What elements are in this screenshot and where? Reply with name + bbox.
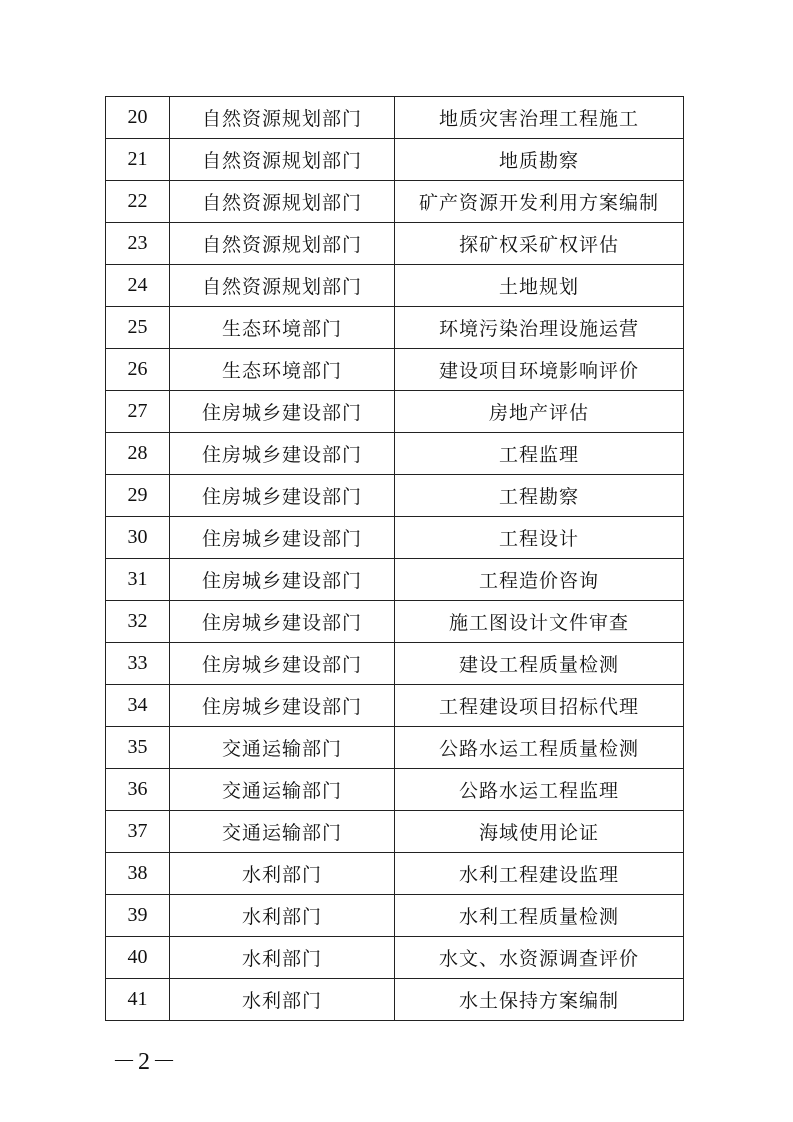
- service-item-cell: 环境污染治理设施运营: [395, 307, 684, 349]
- department-cell: 住房城乡建设部门: [170, 559, 395, 601]
- table-row: [106, 475, 684, 517]
- service-item-cell: 工程建设项目招标代理: [395, 685, 684, 727]
- service-item-cell: 施工图设计文件审查: [395, 601, 684, 643]
- table-row: [106, 979, 684, 1021]
- row-number-cell: 21: [106, 139, 170, 181]
- row-number-cell: 30: [106, 517, 170, 559]
- row-number-cell: 26: [106, 349, 170, 391]
- table-row: [106, 559, 684, 601]
- service-item-cell: 地质勘察: [395, 139, 684, 181]
- page-number: －2－: [112, 1049, 178, 1075]
- row-number-cell: 39: [106, 895, 170, 937]
- department-cell: 住房城乡建设部门: [170, 685, 395, 727]
- department-cell: 交通运输部门: [170, 811, 395, 853]
- row-number-cell: 40: [106, 937, 170, 979]
- row-number-cell: 29: [106, 475, 170, 517]
- table-row: [106, 307, 684, 349]
- row-number-cell: 31: [106, 559, 170, 601]
- department-cell: 水利部门: [170, 853, 395, 895]
- department-cell: 自然资源规划部门: [170, 181, 395, 223]
- department-cell: 住房城乡建设部门: [170, 433, 395, 475]
- row-number-cell: 28: [106, 433, 170, 475]
- table-row: [106, 685, 684, 727]
- department-cell: 住房城乡建设部门: [170, 475, 395, 517]
- agency-service-table: [105, 96, 684, 1021]
- department-cell: 交通运输部门: [170, 769, 395, 811]
- row-number-cell: 35: [106, 727, 170, 769]
- table-body: [106, 97, 684, 1021]
- row-number-cell: 22: [106, 181, 170, 223]
- table-row: [106, 643, 684, 685]
- service-item-cell: 房地产评估: [395, 391, 684, 433]
- table-row: [106, 265, 684, 307]
- table-row: [106, 139, 684, 181]
- row-number-cell: 38: [106, 853, 170, 895]
- service-item-cell: 工程造价咨询: [395, 559, 684, 601]
- department-cell: 交通运输部门: [170, 727, 395, 769]
- row-number-cell: 24: [106, 265, 170, 307]
- department-cell: 住房城乡建设部门: [170, 601, 395, 643]
- service-item-cell: 建设工程质量检测: [395, 643, 684, 685]
- service-item-cell: 土地规划: [395, 265, 684, 307]
- row-number-cell: 23: [106, 223, 170, 265]
- table-row: [106, 895, 684, 937]
- service-item-cell: 建设项目环境影响评价: [395, 349, 684, 391]
- service-item-cell: 水利工程质量检测: [395, 895, 684, 937]
- row-number-cell: 37: [106, 811, 170, 853]
- department-cell: 水利部门: [170, 895, 395, 937]
- department-cell: 住房城乡建设部门: [170, 391, 395, 433]
- table-row: [106, 727, 684, 769]
- table-row: [106, 937, 684, 979]
- department-cell: 水利部门: [170, 979, 395, 1021]
- service-item-cell: 工程设计: [395, 517, 684, 559]
- service-item-cell: 水文、水资源调查评价: [395, 937, 684, 979]
- department-cell: 生态环境部门: [170, 349, 395, 391]
- table-row: [106, 433, 684, 475]
- table-row: [106, 853, 684, 895]
- department-cell: 自然资源规划部门: [170, 223, 395, 265]
- service-item-cell: 公路水运工程监理: [395, 769, 684, 811]
- row-number-cell: 32: [106, 601, 170, 643]
- service-item-cell: 水利工程建设监理: [395, 853, 684, 895]
- table-row: [106, 391, 684, 433]
- table-row: [106, 181, 684, 223]
- department-cell: 自然资源规划部门: [170, 265, 395, 307]
- service-item-cell: 工程勘察: [395, 475, 684, 517]
- row-number-cell: 41: [106, 979, 170, 1021]
- row-number-cell: 34: [106, 685, 170, 727]
- table-row: [106, 811, 684, 853]
- department-cell: 住房城乡建设部门: [170, 517, 395, 559]
- table-row: [106, 349, 684, 391]
- department-cell: 住房城乡建设部门: [170, 643, 395, 685]
- department-cell: 生态环境部门: [170, 307, 395, 349]
- row-number-cell: 36: [106, 769, 170, 811]
- department-cell: 自然资源规划部门: [170, 97, 395, 139]
- department-cell: 水利部门: [170, 937, 395, 979]
- service-item-cell: 矿产资源开发利用方案编制: [395, 181, 684, 223]
- department-cell: 自然资源规划部门: [170, 139, 395, 181]
- service-item-cell: 水土保持方案编制: [395, 979, 684, 1021]
- table-row: [106, 517, 684, 559]
- table-row: [106, 769, 684, 811]
- row-number-cell: 33: [106, 643, 170, 685]
- table-row: [106, 601, 684, 643]
- service-item-cell: 工程监理: [395, 433, 684, 475]
- row-number-cell: 27: [106, 391, 170, 433]
- table-row: [106, 223, 684, 265]
- service-item-cell: 公路水运工程质量检测: [395, 727, 684, 769]
- service-item-cell: 探矿权采矿权评估: [395, 223, 684, 265]
- service-item-cell: 海域使用论证: [395, 811, 684, 853]
- row-number-cell: 25: [106, 307, 170, 349]
- table-row: [106, 97, 684, 139]
- row-number-cell: 20: [106, 97, 170, 139]
- service-item-cell: 地质灾害治理工程施工: [395, 97, 684, 139]
